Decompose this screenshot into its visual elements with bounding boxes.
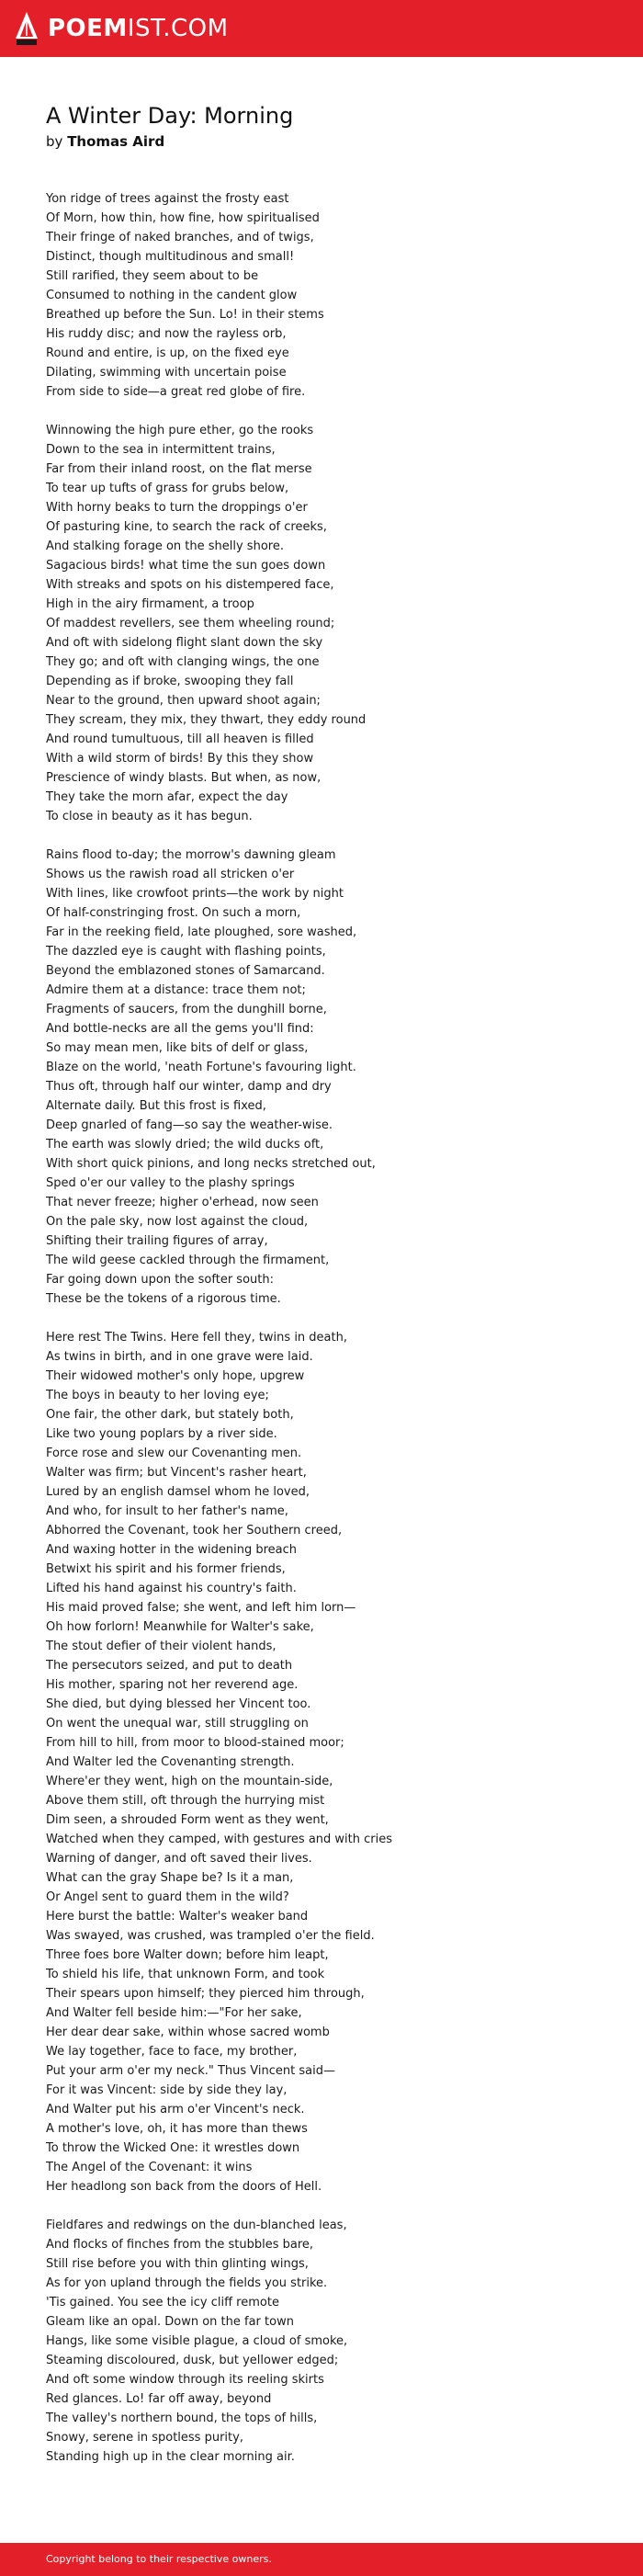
poem-line: Admire them at a distance: trace them not; — [46, 983, 306, 997]
poem-line: One fair, the other dark, but stately both, — [46, 1408, 294, 1422]
poem-line: Still rise before you with thin glinting wings, — [46, 2257, 309, 2271]
poem-line: She died, but dying blessed her Vincent too. — [46, 1697, 311, 1711]
poem-line: Force rose and slew our Covenanting men. — [46, 1447, 302, 1460]
poem-line: Round and entire, is up, on the fixed eye — [46, 346, 289, 360]
poem-line: The stout defier of their violent hands, — [46, 1640, 276, 1653]
poem-line: Lifted his hand against his country's faith. — [46, 1582, 297, 1595]
poem-line: Hangs, like some visible plague, a cloud of smoke, — [46, 2334, 348, 2348]
poem-line: With streaks and spots on his distempered face, — [46, 578, 334, 592]
copyright-notice: Copyright belong to their respective owners. — [46, 2553, 272, 2565]
poem-line: And Walter led the Covenanting strength. — [46, 1755, 295, 1769]
author-name[interactable]: Thomas Aird — [67, 133, 165, 150]
poem-line: With a wild storm of birds! By this they show — [46, 752, 314, 766]
poem-line: Breathed up before the Sun. Lo! in their stems — [46, 308, 324, 322]
poem-line: Or Angel sent to guard them in the wild? — [46, 1890, 289, 1904]
poem-line: Winnowing the high pure ether, go the rooks — [46, 424, 314, 437]
poem-line: They take the morn afar, expect the day — [46, 790, 288, 804]
poem-line: Of half-constringing frost. On such a morn, — [46, 906, 301, 920]
poem-line: Here burst the battle: Walter's weaker band — [46, 1910, 309, 1923]
poem-line: His maid proved false; she went, and left him lorn— — [46, 1601, 356, 1615]
poem-line: Abhorred the Covenant, took her Southern creed, — [46, 1524, 343, 1538]
poem-line: They scream, they mix, they thwart, they eddy round — [46, 713, 367, 727]
poem-line: Consumed to nothing in the candent glow — [46, 289, 298, 302]
poem-line: Alternate daily. But this frost is fixed, — [46, 1099, 266, 1113]
poem-line: From side to side—a great red globe of fire. — [46, 385, 306, 399]
poem-line: Above them still, oft through the hurrying mist — [46, 1794, 325, 1808]
poem-line: The Angel of the Covenant: it wins — [46, 2161, 253, 2174]
poem-line: And oft with sidelong flight slant down the sky — [46, 636, 323, 650]
poem-line: His ruddy disc; and now the rayless orb, — [46, 327, 287, 341]
poem-line: Standing high up in the clear morning air. — [46, 2450, 295, 2464]
poem-line: And stalking forage on the shelly shore. — [46, 539, 284, 553]
poem-line: So may mean men, like bits of delf or glass, — [46, 1041, 309, 1055]
poem-line: Gleam like an opal. Down on the far town — [46, 2315, 294, 2329]
poem-line: Shows us the rawish road all stricken o'er — [46, 868, 295, 881]
poem-line: Rains flood to-day; the morrow's dawning gleam — [46, 848, 336, 862]
poem-line: Her dear dear sake, within whose sacred womb — [46, 2026, 330, 2039]
poem-line: Red glances. Lo! far off away, beyond — [46, 2392, 272, 2406]
poem-line: Walter was firm; but Vincent's rasher heart, — [46, 1466, 307, 1480]
stanza — [46, 845, 597, 1309]
poem-line: Deep gnarled of fang—so say the weather-wise. — [46, 1118, 333, 1132]
poem-line: Betwixt his spirit and his former friends, — [46, 1562, 286, 1576]
poem-line: To throw the Wicked One: it wrestles down — [46, 2141, 300, 2155]
poem-line: Down to the sea in intermittent trains, — [46, 443, 276, 457]
poem-line: And flocks of finches from the stubbles bare, — [46, 2238, 314, 2252]
site-header — [0, 0, 643, 57]
poem-line: With lines, like crowfoot prints—the work by night — [46, 887, 344, 901]
site-footer — [0, 2543, 643, 2576]
poem-line: Was swayed, was crushed, was trampled o'er the field. — [46, 1929, 375, 1943]
poem-line: Far going down upon the softer south: — [46, 1273, 274, 1287]
poem-line: For it was Vincent: side by side they lay, — [46, 2083, 288, 2097]
poem-line: A mother's love, oh, it has more than thews — [46, 2122, 308, 2136]
poem-line: And round tumultuous, till all heaven is filled — [46, 732, 314, 746]
poem-line: Warning of danger, and oft saved their lives. — [46, 1852, 312, 1866]
poem-line: Of pasturing kine, to search the rack of creeks, — [46, 520, 327, 534]
site-logo-text — [48, 11, 229, 46]
poem-line: Here rest The Twins. Here fell they, twins in death, — [46, 1331, 347, 1345]
poem-line: Thus oft, through half our winter, damp and dry — [46, 1080, 332, 1094]
stanza — [46, 189, 597, 402]
poem-line: They go; and oft with clanging wings, the one — [46, 655, 320, 669]
poem-line: Of maddest revellers, see them wheeling round; — [46, 617, 335, 630]
stanza — [46, 2216, 597, 2467]
logo-rest-text: IST.COM — [127, 15, 229, 42]
poem-line: Depending as if broke, swooping they fall — [46, 675, 294, 688]
poem-line: To tear up tufts of grass for grubs below, — [46, 482, 289, 495]
poem-line: Fragments of saucers, from the dunghill borne, — [46, 1003, 327, 1016]
poem-line: The earth was slowly dried; the wild ducks oft, — [46, 1138, 324, 1152]
poem-title: A Winter Day: Morning — [46, 103, 294, 129]
poem-line: With horny beaks to turn the droppings o'er — [46, 501, 308, 515]
poem-line: And oft some window through its reeling skirts — [46, 2373, 324, 2387]
poem-line: Snowy, serene in spotless purity, — [46, 2431, 243, 2445]
poem-line: The persecutors seized, and put to death — [46, 1659, 293, 1673]
poem-line: Dim seen, a shrouded Form went as they went, — [46, 1813, 329, 1827]
poem-line: 'Tis gained. You see the icy cliff remote — [46, 2296, 279, 2309]
poem-body — [46, 189, 597, 2467]
poem-line: And waxing hotter in the widening breach — [46, 1543, 297, 1557]
poem-line: Far from their inland roost, on the flat merse — [46, 462, 312, 476]
poem-line: From hill to hill, from moor to blood-stained moor; — [46, 1736, 344, 1750]
poem-line: That never freeze; higher o'erhead, now seen — [46, 1196, 319, 1209]
poem-line: Still rarified, they seem about to be — [46, 269, 259, 283]
poem-line: Shifting their trailing figures of array, — [46, 1234, 268, 1248]
byline — [46, 132, 597, 151]
poem-line: Far in the reeking field, late ploughed, sore washed, — [46, 925, 357, 939]
poem-line: Yon ridge of trees against the frosty east — [46, 192, 289, 206]
poem-line: Their spears upon himself; they pierced him through, — [46, 1987, 365, 2001]
poem-line: Prescience of windy blasts. But when, as now, — [46, 771, 322, 785]
poem-line: The valley's northern bound, the tops of hills, — [46, 2411, 318, 2425]
quill-pen-icon — [14, 11, 39, 46]
poem-line: Near to the ground, then upward shoot again; — [46, 694, 321, 708]
stanza — [46, 421, 597, 826]
poem-line: Steaming discoloured, dusk, but yellower edged; — [46, 2354, 339, 2367]
poem-line: And bottle-necks are all the gems you'll find: — [46, 1022, 314, 1036]
poem-line: To close in beauty as it has begun. — [46, 810, 253, 823]
poem-article — [46, 101, 597, 2486]
poem-line: And Walter fell beside him:—"For her sake, — [46, 2006, 302, 2020]
poem-line: Distinct, though multitudinous and small! — [46, 250, 295, 264]
by-label: by — [46, 133, 63, 150]
poem-line: Their widowed mother's only hope, upgrew — [46, 1369, 305, 1383]
poem-line: Sagacious birds! what time the sun goes down — [46, 559, 326, 573]
poem-line: These be the tokens of a rigorous time. — [46, 1292, 281, 1306]
poem-line: Where'er they went, high on the mountain-side, — [46, 1775, 333, 1788]
poem-line: The wild geese cackled through the firmament, — [46, 1254, 330, 1267]
poem-line: And who, for insult to her father's name, — [46, 1504, 288, 1518]
poem-line: Blaze on the world, 'neath Fortune's favouring light. — [46, 1061, 356, 1074]
poem-line: Sped o'er our valley to the plashy springs — [46, 1176, 295, 1190]
poem-line: High in the airy firmament, a troop — [46, 597, 254, 611]
stanza — [46, 1328, 597, 2196]
poem-line: Fieldfares and redwings on the dun-blanched leas, — [46, 2219, 347, 2232]
poem-line: Her headlong son back from the doors of Hell. — [46, 2180, 322, 2194]
poem-line: Three foes bore Walter down; before him leapt, — [46, 1948, 329, 1962]
poem-line: To shield his life, that unknown Form, and took — [46, 1968, 325, 1981]
poem-line: What can the gray Shape be? Is it a man, — [46, 1871, 294, 1885]
poem-line: Like two young poplars by a river side. — [46, 1427, 277, 1441]
poem-line: Lured by an english damsel whom he loved, — [46, 1485, 310, 1499]
poem-line: As for yon upland through the fields you strike. — [46, 2276, 328, 2290]
poem-line: His mother, sparing not her reverend age. — [46, 1678, 299, 1692]
poem-line: Beyond the emblazoned stones of Samarcand. — [46, 964, 325, 978]
poem-line: Oh how forlorn! Meanwhile for Walter's sake, — [46, 1620, 314, 1634]
poem-line: On went the unequal war, still struggling on — [46, 1717, 309, 1731]
poem-line: As twins in birth, and in one grave were laid. — [46, 1350, 313, 1364]
site-logo[interactable] — [14, 11, 229, 46]
poem-line: The boys in beauty to her loving eye; — [46, 1389, 269, 1402]
poem-line: We lay together, face to face, my brother, — [46, 2045, 298, 2059]
poem-line: And Walter put his arm o'er Vincent's neck. — [46, 2103, 305, 2116]
poem-line: The dazzled eye is caught with flashing points, — [46, 945, 326, 959]
poem-line: Dilating, swimming with uncertain poise — [46, 366, 287, 380]
poem-line: Their fringe of naked branches, and of twigs, — [46, 231, 314, 244]
poem-line: Watched when they camped, with gestures and with cries — [46, 1833, 393, 1846]
poem-line: Put your arm o'er my neck." Thus Vincent said— — [46, 2064, 335, 2078]
poem-line: On the pale sky, now lost against the cloud, — [46, 1215, 309, 1229]
poem-line: Of Morn, how thin, how fine, how spiritualised — [46, 211, 320, 225]
logo-bold-text: POEM — [48, 15, 128, 42]
poem-line: With short quick pinions, and long necks stretched out, — [46, 1157, 376, 1171]
